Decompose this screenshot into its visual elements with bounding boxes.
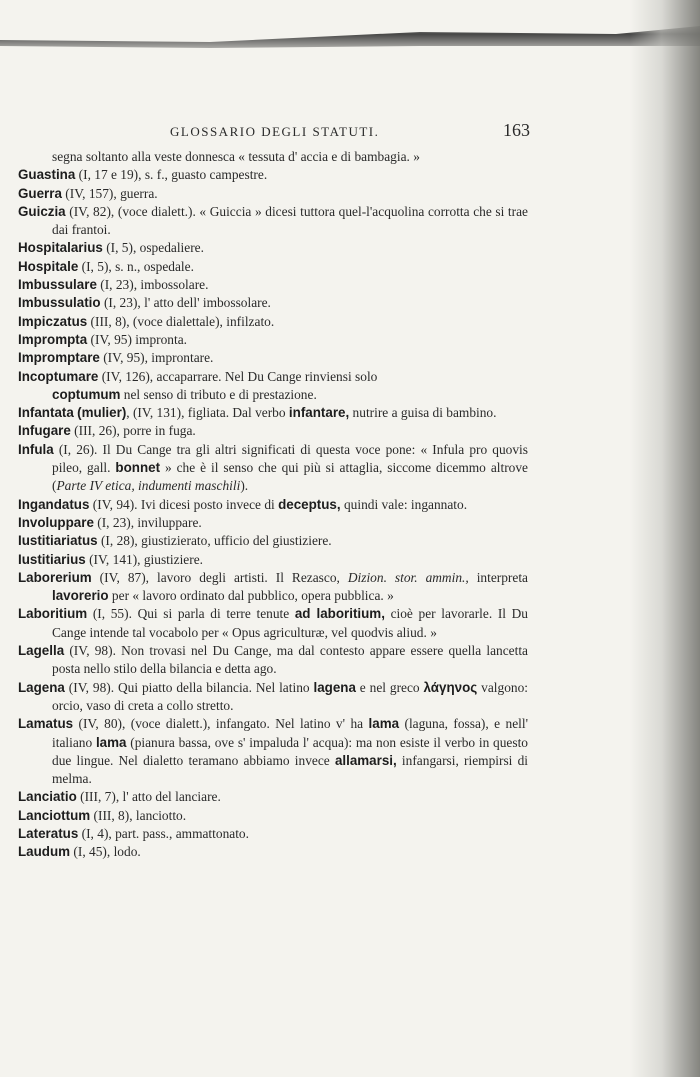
definition: (IV, 126), accaparrare. Nel Du Cange rinviensi solo (98, 368, 378, 384)
glossary-entry (18, 788, 528, 806)
definition: (IV, 98). Qui piatto della bilancia. Nel latino (64, 679, 314, 695)
glossary-entry (18, 441, 528, 496)
headword: bonnet (115, 460, 161, 476)
definition: (IV, 141), giustiziere. (85, 551, 203, 567)
glossary-entry (18, 843, 528, 861)
definition: (I, 23), imbossolare. (96, 277, 209, 293)
glossary-entry (18, 532, 528, 550)
glossary-entry (18, 807, 528, 825)
glossary-entry (18, 404, 528, 422)
headword: Lagena (18, 679, 65, 695)
definition: (IV, 87), lavoro degli artisti. Il Rezasco, (91, 569, 348, 585)
headword: λάγηνος (423, 679, 478, 695)
glossary-entry (18, 496, 528, 514)
glossary-entry (18, 276, 528, 294)
headword: Lamatus (18, 716, 74, 732)
definition: (I, 5), s. n., ospedale. (78, 258, 194, 274)
glossary-entry (18, 422, 528, 440)
headword: allamarsi, (334, 752, 397, 768)
definition: quindi vale: ingannato. (340, 496, 468, 512)
glossary-entry (18, 349, 528, 367)
definition: (III, 8), lanciotto. (90, 807, 187, 823)
glossary-entry (18, 514, 528, 532)
page-number: 163 (503, 120, 530, 140)
definition: (I, 45), lodo. (70, 844, 141, 860)
headword: Lateratus (18, 825, 79, 841)
headword: Hospitale (18, 258, 79, 274)
headword: Infula (18, 441, 54, 457)
continued-text: segna soltanto alla veste donnesca « tessuta d' accia e di bambagia. » (52, 149, 420, 164)
headword: Laboritium (18, 606, 88, 622)
glossary-body (18, 148, 528, 862)
definition: cioè per lavorarle. Il Du Cange intende tal vocabolo per « Opus agriculturæ, vel quodvis aliud. » (52, 606, 529, 640)
headword: Lanciottum (18, 807, 91, 823)
definition: (IV, 98). Non trovasi nel Du Cange, ma dal contesto appare essere quella lancetta posta nello stilo della bilancia e detta ago. (52, 643, 528, 677)
definition: (I, 28), giustizierato, ufficio del giustiziere. (97, 533, 332, 549)
headword: lagena (313, 679, 356, 695)
headword: Laborerium (18, 569, 92, 585)
headword: infantare, (288, 405, 350, 421)
definition: nutrire a guisa di bambino. (349, 405, 497, 421)
glossary-entry (18, 679, 528, 716)
headword: Ingandatus (18, 496, 90, 512)
definition: » che è il senso che qui più si attaglia, siccome dicemmo altrove ( (52, 460, 528, 494)
headword: Guastina (18, 167, 76, 183)
definition: , (IV, 131), figliata. Dal verbo (126, 405, 289, 421)
definition: (IV, 94). Ivi dicesi posto invece di (89, 496, 279, 512)
headword: Infantata (18, 405, 74, 421)
glossary-entry (18, 551, 528, 569)
headword: lama (368, 716, 400, 732)
definition: (I, 17 e 19), s. f., guasto campestre. (75, 167, 268, 183)
glossary-entry (18, 166, 528, 184)
definition: (IV, 95), improntare. (99, 350, 214, 366)
definition: (I, 55). Qui si parla di terre tenute (87, 606, 295, 622)
definition: nel senso di tributo e di prestazione. (120, 386, 317, 402)
page-header (170, 120, 530, 141)
definition: (IV, 82), (voce dialett.). « Guiccia » dicesi tuttora quel-l'acquolina corrotta che si trae dai frantoi. (52, 203, 528, 238)
definition: ). (240, 478, 249, 494)
definition: valgono: orcio, vaso di creta a collo stretto. (52, 679, 529, 713)
glossary-entry (18, 605, 528, 642)
headword: Guiczia (18, 203, 66, 219)
headword: Iustitiarius (18, 551, 86, 567)
headword: Iustitiariatus (18, 533, 98, 549)
glossary-entry (18, 258, 528, 276)
definition: (III, 26), porre in fuga. (70, 423, 196, 439)
definition: (IV, 157), guerra. (61, 185, 158, 201)
scan-shadow-top (0, 18, 700, 58)
headword: deceptus, (278, 496, 341, 512)
glossary-entry (18, 715, 528, 788)
running-head: GLOSSARIO DEGLI STATUTI. (170, 124, 380, 139)
headword: ad laboritium, (294, 606, 385, 622)
headword: Impiczatus (18, 313, 88, 329)
glossary-entry (18, 642, 528, 679)
definition: (laguna, fossa), e nell' italiano (52, 716, 529, 750)
headword: Infugare (18, 423, 71, 439)
definition: (IV, 80), (voce dialett.), infangato. Nel latino v' ha (73, 716, 369, 732)
headword: Involuppare (18, 514, 94, 530)
glossary-entry (18, 294, 528, 312)
glossary-entry (18, 313, 528, 331)
glossary-entry (18, 185, 528, 203)
definition: per « lavoro ordinato dal pubblico, opera pubblica. » (108, 588, 394, 604)
definition: (pianura bassa, ove s' impaluda l' acqua): ma non esiste il verbo in questo due lingue. Nel dialetto teramano abbiamo invece (52, 734, 528, 768)
book-gutter-shadow (630, 0, 700, 1077)
definition: (I, 5), ospedaliere. (102, 240, 204, 256)
definition: interpreta (468, 569, 528, 585)
glossary-entry (18, 368, 528, 405)
italic-reference: Dizion. stor. ammin., (347, 569, 469, 585)
headword: Imprompta (18, 331, 88, 347)
headword: Incoptumare (18, 368, 99, 384)
definition: (III, 8), (voce dialettale), infilzato. (87, 313, 275, 329)
headword: Lanciatio (18, 789, 77, 805)
definition: (I, 4), part. pass., ammattonato. (78, 825, 249, 841)
glossary-entry (18, 569, 528, 606)
definition: infangarsi, riempirsi di melma. (52, 752, 528, 787)
headword: Lagella (18, 643, 65, 659)
glossary-entry (18, 203, 528, 240)
definition: (IV, 95) impronta. (87, 331, 187, 347)
headword: (mulier) (77, 405, 127, 421)
headword: Imbussulatio (18, 295, 101, 311)
definition: (I, 23), inviluppare. (93, 514, 202, 530)
glossary-entry (18, 825, 528, 843)
glossary-entry (18, 239, 528, 257)
headword: coptumum (52, 386, 121, 402)
glossary-entry (18, 331, 528, 349)
definition: e nel greco (355, 679, 424, 695)
headword: Imbussulare (18, 277, 97, 293)
headword: lama (95, 734, 127, 750)
definition: (I, 26). Il Du Cange tra gli altri significati di questa voce pone: « Infula pro quovis pileo, gall. (52, 441, 528, 476)
definition: (I, 23), l' atto dell' imbossolare. (100, 295, 271, 311)
headword: Impromptare (18, 350, 100, 366)
headword: lavorerio (52, 588, 109, 604)
headword: Hospitalarius (18, 240, 103, 256)
italic-reference: Parte IV etica, indumenti maschili (56, 478, 241, 494)
headword: Laudum (18, 844, 71, 860)
headword: Guerra (18, 185, 62, 201)
definition: (III, 7), l' atto del lanciare. (76, 789, 221, 805)
